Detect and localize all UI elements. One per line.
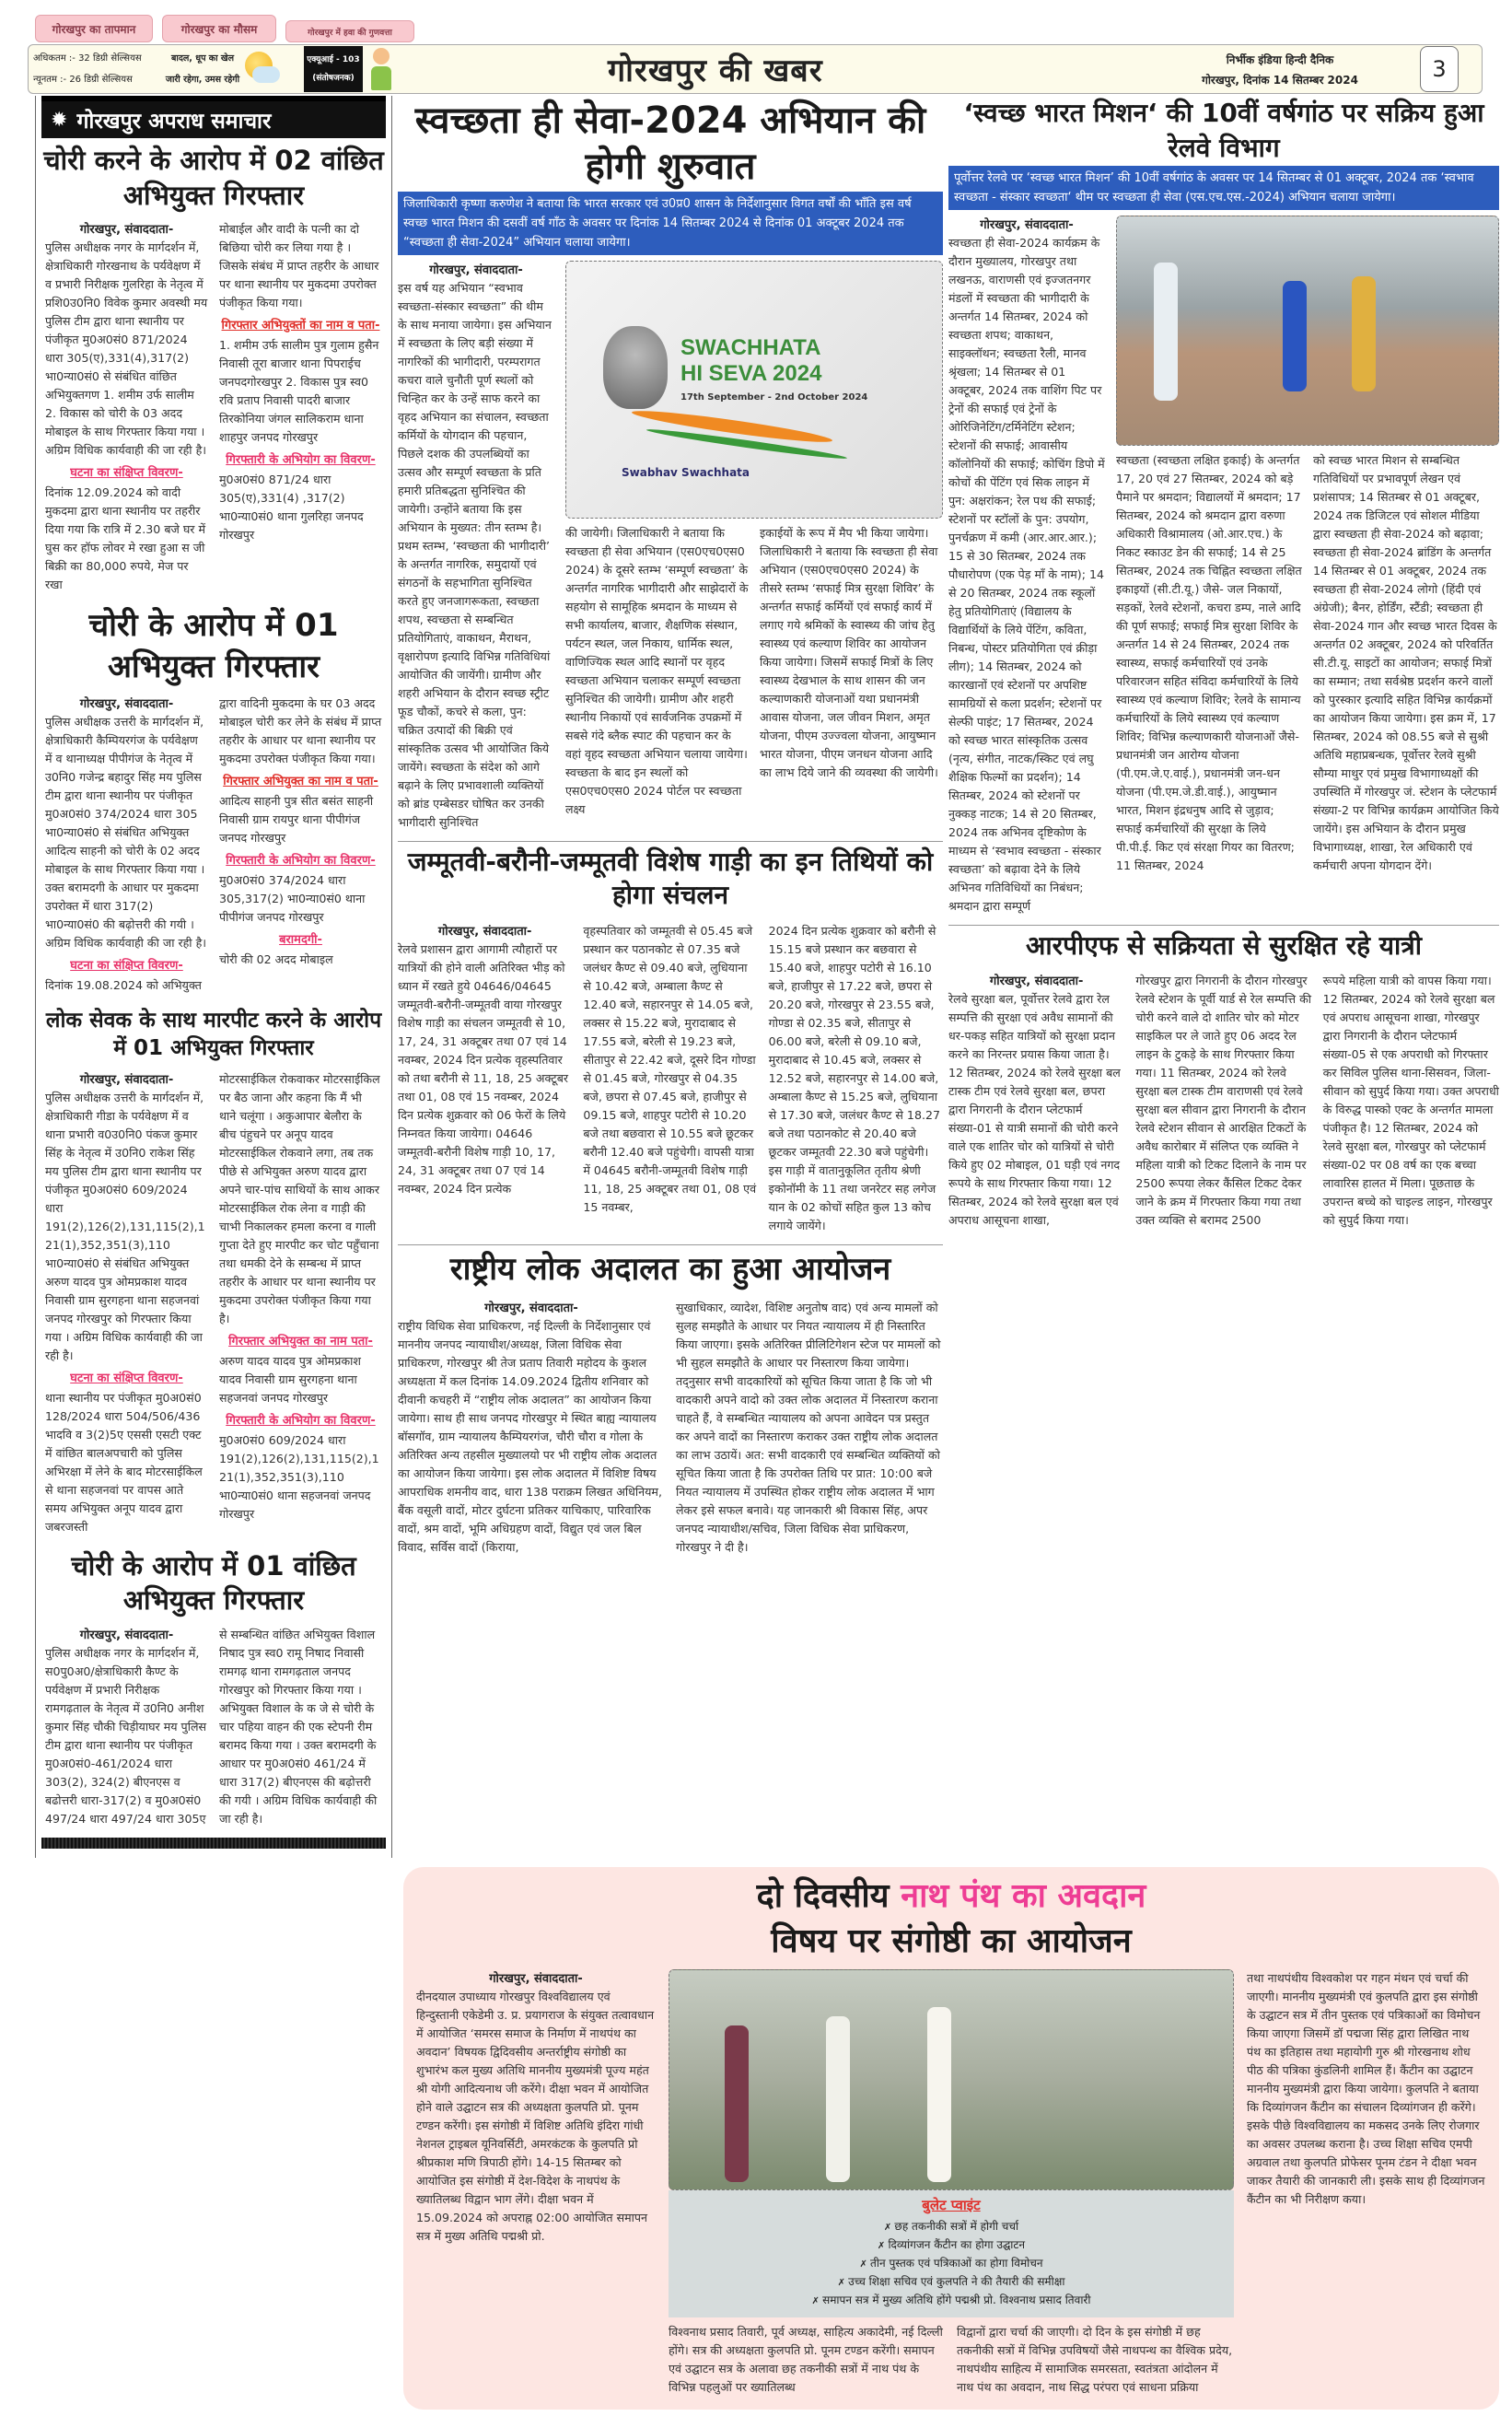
person-figure [826, 2016, 850, 2182]
subheading: गिरफ्तारी के अभियोग का विवरण- [226, 1413, 376, 1428]
temp-min: न्यूनतम :- 26 डिग्री सेल्सियस [33, 75, 133, 85]
headline: स्वच्छता ही सेवा-2024 अभियान की होगी शुरुवात [414, 99, 926, 188]
story-text: अरुण यादव यादव पुत्र ओमप्रकाश यादव निवासी ग्राम सुरगहना थाना सहजनवां जनपद गोरखपुर [219, 1353, 361, 1405]
story-text: रूपये महिला यात्री को वापस किया गया। 12 सितम्बर, 2024 को रेलवे सुरक्षा बल एवं अपराध आसूचना शाखा, गोरखपुर द्वारा निगरानी के दौरान प्लेटफार्म संख्या-05 से एक अपराधी को गिरफ्तार कर सिविल पुलिस थाना-सिसवन, जिला-सीवान को सुपुर्द किया गया। उक्त अपराधी के विरुद्ध पास्को एक्ट के अन्तर्गत मामला पंजीकृत है। 12 सितम्बर, 2024 को रेलवे सुरक्षा बल, गोरखपुर को प्लेटफार्म संख्या-02 पर 08 वर्ष का एक बच्चा लावारिस हालत में मिला। पूछताछ के उपरान्त बच्चे को चाइल्ड लाइन, गोरखपुर को सुपुर्द किया गया। [1322, 973, 1499, 1227]
paper-name: निर्भीक इंडिया हिन्दी दैनिक [1226, 53, 1334, 66]
story-text: पुलिस अधीक्षक उत्तरी के मार्गदर्शन में, क्षेत्राधिकारी गीडा के पर्यवेक्षण में व थाना प्रभारी व0उ0नि0 पंकज कुमार सिंह के नेतृत्व में उ0नि0 राकेश सिंह मय पुलिस टीम द्वारा थाना स्थानीय पर पंजीकृत मु0अ0सं0 609/2024 धारा 191(2),126(2),131,115(2),121(1),352,351(3),110 भा0न्या0सं0 से संबंधित अभियुक्त अरुण यादव पुत्र ओमप्रकाश यादव निवासी ग्राम सुरगहना थाना सहजनवां जनपद गोरखपुर को गिरफ्तार किया गया । अग्रिम विधिक कार्यवाही की जा रही है। [45, 1090, 205, 1362]
swachhata-hi-seva-logo-image [565, 261, 943, 519]
aqi-box [304, 46, 363, 92]
bullet-item: ✗ दिव्यांगजन कैंटीन का होगा उद्घाटन [678, 2236, 1225, 2255]
page-number: 3 [1420, 46, 1459, 92]
subheading: घटना का संक्षिप्त विवरण- [70, 958, 183, 973]
story-text: दिनांक 12.09.2024 को वादी मुकदमा द्वारा थाना स्थानीय पर तहरीर दिया गया कि रात्रि में 2.30 बजे घर में घुस कर हॉफ लोवर मे रखा हुआ स जी बिक्री का 80,000 रुपये, मेज पर रखा [45, 485, 205, 592]
story-text: पुलिस अधीक्षक नगर के मार्गदर्शन में, स0पु0अ0/क्षेत्राधिकारी कैण्ट के पर्यवेक्षण में प्रभारी निरीक्षक रामगढ़ताल के नेतृत्व में उ0नि0 अनीश कुमार सिंह चौकी चिड़ीयाघर मय पुलिस टीम द्वारा थाना स्थानीय पर पंजीकृत मु0अ0सं0-461/2024 धारा 303(2), 324(2) बीएनएस व बढोत्तरी धारा-317(2) व मु0अ0सं0 497/24 धारा 497/24 धारा 305ए [45, 1645, 207, 1826]
subheading: घटना का संक्षिप्त विवरण- [70, 466, 183, 481]
headline: ‘स्वच्छ भारत मिशन‘ की 10वीं वर्षगांठ पर सक्रिय हुआ रेलवे विभाग [963, 98, 1484, 163]
right-column [948, 96, 1499, 1230]
story-text: द्वारा वादिनी मुकदमा के घर 03 अदद मोबाइल चोरी कर लेने के संबंध में प्राप्त तहरीर के आधार पर थाना स्थानीय पर मुकदमा उपरोक्त पंजीकृत किया गया। [219, 695, 382, 765]
story-text: मु0अ0सं0 871/24 धारा 305(ए),331(4) ,317(2) भा0न्या0सं0 थाना गुलरिहा जनपद गोरखपुर [219, 473, 364, 543]
worker-figure [1352, 276, 1376, 391]
section-title-bar [41, 101, 386, 138]
story-text: रेलवे सुरक्षा बल, पूर्वोत्तर रेलवे द्वारा रेल सम्पत्ति की सुरक्षा एवं अवैध सामानों की धर-पकड़ सहित यात्रियों को सुरक्षा प्रदान करने का निरन्तर प्रयास किया जाता है। 12 सितम्बर, 2024 को रेलवे सुरक्षा बल टास्क टीम एवं रेलवे सुरक्षा बल, छपरा द्वारा निगरानी के दौरान प्लेटफार्म संख्या-01 से यात्री समानों की चोरी करने वाले एक शातिर चोर को यात्रियों से चोरी किये हुए 02 मोबाइल, 01 घड़ी एवं नगद रूपये के साथ गिरफ्तार किया गया। 12 सितम्बर, 2024 को रेलवे सुरक्षा बल एवं अपराध आसूचना शाखा, [948, 991, 1121, 1227]
story-theft-one-arrested [36, 605, 391, 994]
story-text: मु0अ0सं0 609/2024 धारा 191(2),126(2),131,115(2),121(1),352,351(3),110 भा0न्या0सं0 थाना सहजनवां जनपद गोरखपुर [219, 1432, 379, 1521]
worker-figure [1283, 281, 1307, 391]
story-text: स्वच्छता (स्वच्छता लक्षित इकाई) के अन्तर्गत 17, 20 एवं 27 सितम्बर, 2024 को बड़े पैमाने पर श्रमदान; विद्यालयों में श्रमदान; 17 सितम्बर, 2024 को श्रमदान द्वारा वरुणा अधिकारी विश्रामालय (ओ.आर.एच.) के निकट स्काउट डेन की सफाई; 14 से 25 सितम्बर, 2024 तक चिह्नित स्वच्छता लक्षित इकाइयों (सी.टी.यू.) जैसे- जल निकायों, सड़कों, रेलवे स्टेशनों, कचरा डम्प, नाले आदि की पूर्ण सफाई; सफाई मित्र सुरक्षा शिविर के अन्तर्गत 14 से 24 सितम्बर, 2024 तक स्वास्थ्य, सफाई कर्मचारियों एवं उनके परिवारजन सहित संविदा कर्मचारियों के लिये स्वास्थ्य एवं कल्याण शिविर; रेलवे के सामान्य कर्मचारियों के लिये स्वास्थ्य एवं कल्याण शिविर; विभिन्न कल्याणकारी योजनाओं जैसे- प्रधानमंत्री जन आरोग्य योजना (पी.एम.जे.ए.वाई.), प्रधानमंत्री जन-धन योजना (पी.एम.जे.डी.वाई.), आयुष्मान भारत, मिशन इंद्रधनुष आदि से जुड़ाव; सफाई कर्मचारियों की सुरक्षा के लिये पी.पी.ई. किट एवं संरक्षा गियर का वितरण; 11 सितम्बर, 2024 [1116, 452, 1302, 872]
subheading: गिरफ्तार अभियुक्त का नाम व पता- [223, 774, 378, 788]
aqi-status: (संतोषजनक) [312, 74, 355, 83]
story-text: स्वच्छता ही सेवा-2024 कार्यक्रम के दौरान मुख्यालय, गोरखपुर तथा लखनऊ, वाराणसी एवं इज्जतनगर मंडलों में स्वच्छता की भागीदारी के अन्तर्गत 14 सितम्बर, 2024 को स्वच्छता शपथ; वाकाथन, साइक्लॉथन; स्वच्छता रैली, मानव श्रृंखला; 14 सितम्बर से 01 अक्टूबर, 2024 तक वाशिंग पिट पर ट्रेनों की सफाई एवं ट्रेनों के ओरिजिनेटिंग/टर्मिनेटिंग स्टेशन; स्टेशनों की सफाई; आवासीय कॉलोनियों की सफाई; कोचिंग डिपो में कोचों की पेंटिंग एवं सिक लाइन में पुन: अक्षरांकन; रेल पथ की सफाई; स्टेशनों पर स्टॉलों के पुन: उपयोग, पुनर्चक्रण में कमी (आर.आर.आर.); 15 से 30 सितम्बर, 2024 तक पौधारोपण (एक पेड़ माँ के नाम); 14 से 20 सितम्बर, 2024 तक स्कूलों हेतु प्रतियोगिताएं (विद्यालय के विद्यार्थियों के लिये पेंटिंग, कविता, निबन्ध, पोस्टर प्रतियोगिता एवं क्रीड़ा लीग); 14 सितम्बर, 2024 को कारखानों एवं स्टेशनों पर अपशिष्ट सामग्रियों से कला प्रदर्शन; स्टेशनों पर सेल्फी पाइंट; 17 सितम्बर, 2024 को स्वच्छ भारत सांस्कृतिक उत्सव (नृत्य, संगीत, नाटक/स्किट एवं लघु शैक्षिक फिल्मों का प्रदर्शन); 14 सितम्बर, 2024 को स्टेशनों पर नुक्कड़ नाटक; 14 से 20 सितम्बर, 2024 तक अभिनव दृष्टिकोण के माध्यम से ‘स्वभाव स्वच्छता - संस्कार स्वच्छता’ को बढ़ावा देने के लिये अभिनव गतिविधियों का निबंधन; श्रमदान द्वारा सम्पूर्ण [948, 235, 1105, 913]
story-text: मोटरसाईकिल रोकवाकर मोटरसाईकिल पर बैठ जाना और कहना कि मैं भी थाने चलूंगा । अकुआपार बेलौरा के बीच पंहुचने पर अनूप यादव मोटरसाईकिल रोकवाने लगा, तब तक पीछे से अभियुक्त अरुण यादव द्वारा अपने चार-पांच साथियों के साथ आकर मोटरसाईकिल रोक लेना व गाड़ी की चाभी निकालकर हमला करना व गाली गुप्ता देते हुए मारपीट कर चोट पहुँचाना तथा धमकी देने के सम्बन्ध में प्राप्त तहरीर के आधार पर थाना स्थानीय पर मुकदमा उपरोक्त पंजीकृत किया गया है। [219, 1071, 380, 1325]
logo-title-line2: HI SEVA 2024 [680, 361, 822, 386]
story-dateline: गोरखपुर, संवाददाता- [989, 974, 1084, 988]
gandhi-portrait-icon [603, 326, 668, 409]
story-text: 1. शमीम उर्फ सालीम पुत्र गुलाम हुसैन निवासी तूरा बाजार थाना पिपराईच जनपदगोरखपुर 2. विकास पुत्र स्व0 रवि प्रताप निवासी पादरी बाजार तिरकोनिया जंगल सालिकराम धाना शाहपुर जनपद गोरखपुर [219, 338, 379, 445]
headline: जम्मूतवी-बरौनी-जम्मूतवी विशेष गाड़ी का इन तिथियों को होगा संचलन [407, 846, 934, 911]
story-text: इकाईयों के रूप में मैप भी किया जायेगा। जिलाधिकारी ने बताया कि स्वच्छता ही सेवा अभियान (एस0एच0एस0 2024) के तीसरे स्तम्भ ‘सफाई मित्र सुरक्षा शिविर’ के अन्तर्गत सफाई कर्मियों एवं सफाई कार्य में लगाए गये श्रमिकों के स्वास्थ्य की जांच हेतु स्वास्थ्य एवं कल्याण शिविर का आयोजन किया जायेगा। जिसमें सफाई मित्रों के लिए स्वास्थ्य देखभाल के साथ शासन की जन कल्याणकारी योजनाओं यथा प्रधानमंत्री आवास योजना, जल जीवन मिशन, अमृत योजना, पीएम उज्ज्वला योजना, आयुष्मान भारत योजना, पीएम जनधन योजना आदि का लाभ दिये जाने की व्यवस्था की जायेगी। [760, 526, 938, 779]
person-figure [927, 2007, 951, 2182]
child-cough-icon [370, 48, 392, 92]
seminar-wrapper [0, 1867, 1512, 2428]
bullet-item: ✗ छह तकनीकी सत्रों में होगी चर्चा [678, 2218, 1225, 2236]
headline: राष्ट्रीय लोक अदालत का हुआ आयोजन [449, 1250, 891, 1288]
bullet-item: ✗ समापन सत्र में मुख्य अतिथि होंगे पद्मश्री प्रो. विश्वनाथ प्रसाद तिवारी [678, 2292, 1225, 2310]
story-text: गोरखपुर द्वारा निगरानी के दौरान गोरखपुर रेलवे स्टेशन के पूर्वी यार्ड से रेल सम्पत्ति की चोरी करने वाले दो शातिर चोर को मोटर साइकिल पर ले जाते हुए 06 अदद रेल लाइन के टुकड़े के साथ गिरफ्तार किया गया। 11 सितम्बर, 2024 को रेलवे सुरक्षा बल टास्क टीम वाराणसी एवं रेलवे सुरक्षा बल सीवान द्वारा निगरानी के दौरान रेलवे स्टेशन सीवान से आरक्षित टिकटों के अवैध कारोबार में संलिप्त एक व्यक्ति ने महिला यात्री को टिकट दिलाने के नाम पर 2500 रूपया लेकर कैंसिल टिकट देकर जाने के क्रम में गिरफ्तार किया गया तथा उक्त व्यक्ति से बरामद 2500 [1135, 973, 1312, 1227]
story-dateline: गोरखपुर, संवाददाता- [79, 1072, 174, 1087]
story-text: विश्वनाथ प्रसाद तिवारी, पूर्व अध्यक्ष, साहित्य अकादेमी, नई दिल्ली होंगे। सत्र की अध्यक्षता कुलपति प्रो. पूनम टण्डन करेंगी। समापन एवं उद्घाटन सत्र के अलावा छह तकनीकी सत्रों में नाथ पंथ के विभिन्न पहलुओं पर ख्यातिलब्ध [669, 2325, 943, 2395]
section-title: गोरखपुर अपराध समाचार [76, 110, 272, 134]
story-special-train [398, 842, 943, 1235]
story-text: को स्वच्छ भारत मिशन से सम्बन्धित गतिविधियों पर प्रभावपूर्ण लेखन एवं प्रशंसापत्र; 14 सितम्बर से 01 अक्टूबर, 2024 तक डिजिटल एवं सोशल मीडिया द्वारा स्वच्छता ही सेवा-2024 को बढ़ावा; स्वच्छता ही सेवा-2024 ब्रांडिंग के अन्तर्गत 14 सितम्बर से 01 अक्टूबर, 2024 तक स्वच्छता ही सेवा-2024 लोगो (हिंदी एवं अंग्रेजी); बैनर, होर्डिंग, स्टैंडी; स्वच्छता ही सेवा-2024 गान और स्वच्छ भारत दिवस के अन्तर्गत 02 अक्टूबर, 2024 को परिवर्तित सी.टी.यू. साइटों का आयोजन; सफाई मित्रों का सम्मान; तथा सर्वश्रेष्ठ प्रदर्शन करने वालों को पुरस्कार इत्यादि सहित विभिन्न कार्यक्रमों का आयोजन किया जायेगा। इस क्रम में, 17 सितम्बर, 2024 को 08.55 बजे से सुश्री अतिथि महाप्रबन्धक, पूर्वोत्तर रेलवे सुश्री सौम्या माथुर एवं प्रमुख विभागाध्यक्षों की उपस्थिति में गोरखपुर जं. स्टेशन के प्लेटफार्म संख्या-2 पर विभिन्न कार्यक्रम आयोजित किये जायेंगे। इस अभियान के दौरान प्रमुख विभागाध्यक्ष, शाखा, रेल अधिकारी एवं कर्मचारी अपना योगदान देंगे। [1313, 452, 1499, 872]
subheading: बरामदगी- [279, 932, 322, 947]
story-dateline: गोरखपुर, संवाददाता- [429, 263, 523, 277]
masthead-title: गोरखपुर की खबर [608, 53, 823, 89]
story-text: आदित्य साहनी पुत्र सीत बसंत साहनी निवासी ग्राम रायपुर थाना पीपीगंज जनपद गोरखपुर [219, 793, 374, 845]
subheading: गिरफ्तारी के अभियोग का विवरण- [226, 853, 376, 868]
story-dateline: गोरखपुर, संवाददाता- [79, 1628, 174, 1642]
temperature-tab: गोरखपुर का तापमान [35, 15, 153, 42]
bullet-points-title: बुलेट प्वाइंट [922, 2197, 981, 2214]
story-text: से सम्बन्धित वांछित अभियुक्त विशाल निषाद पुत्र स्व0 रामू निषाद निवासी रामगढ़ थाना रामगढ़ताल जनपद गोरखपुर को गिरफ्तार किया गया । अभियुक्त विशाल के क जे से चोरी के चार पहिया वाहन की एक स्टेपनी रीम बरामद किया गया । उक्त बरामदगी के आधार पर मु0अ0सं0 461/24 में धारा 317(2) बीएनएस की बढ़ोत्तरी की गयी । अग्रिम विधिक कार्यवाही की जा रही है। [219, 1627, 378, 1826]
story-dateline: गोरखपुर, संवाददाता- [437, 924, 532, 939]
logo-tagline: Swabhav Swachhata [622, 466, 750, 479]
headline: चोरी के आरोप में 01 अभियुक्त गिरफ्तार [88, 607, 339, 685]
weather-text: बादल, धूप का खेल जारी रहेगा, उमस रहेगी [165, 53, 240, 85]
story-text: मोबाईल और वादी के पत्नी का दो बिछिया चोरी कर लिया गया है । जिसके संबंध में प्राप्त तहरीर के आधार पर थाना स्थानीय पर मुकदमा उपरोक्त पंजीकृत किया गया। [219, 222, 379, 310]
column-bottom-band [41, 1838, 386, 1849]
story-text: वृहस्पतिवार को जम्मूतवी से 05.45 बजे प्रस्थान कर पठानकोट से 07.35 बजे जलंधर कैण्ट से 09.40 बजे, लुधियाना से 10.42 बजे, अम्बाला कैण्ट से 12.40 बजे, सहारनपुर से 14.05 बजे, लक्सर से 15.22 बजे, मुरादाबाद से 17.55 बजे, बरेली से 19.23 बजे, सीतापुर से 22.42 बजे, दूसरे दिन गोण्डा से 01.45 बजे, गोरखपुर से 04.35 बजे, छपरा से 07.45 बजे, हाजीपुर से 09.15 बजे, शाहपुर पटोरी से 10.20 बजे तथा बछवारा से 10.55 बजे छूटकर बरौनी 12.40 बजे पहुंचेगी। वापसी यात्रा में 04645 बरौनी-जम्मूतवी विशेष गाड़ी 11, 18, 25 अक्टूबर तथा 01, 08 एवं 15 नवम्बर, [583, 923, 757, 1214]
logo-dates: 17th September - 2nd October 2024 [680, 392, 868, 403]
lead-paragraph: पूर्वोत्तर रेलवे पर ‘स्वच्छ भारत मिशन’ की 10वीं वर्षगांठ के अवसर पर 14 सितम्बर से 01 अक्टूबर, 2024 तक ‘स्वभाव स्वच्छता - संस्कार स्वच्छता‘ थीम पर स्वच्छता ही सेवा (एस.एच.एस.-2024) अभियान चलाया जायेगा। [948, 166, 1499, 210]
story-dateline: गोरखपुर, संवाददाता- [980, 217, 1074, 232]
page-body [0, 96, 1512, 1858]
subheading: गिरफ्तारी के अभियोग का विवरण- [226, 453, 376, 468]
story-text: राष्ट्रीय विधिक सेवा प्राधिकरण, नई दिल्ली के निर्देशानुसार एवं माननीय जनपद न्यायाधीश/अध्यक्ष, जिला विधिक सेवा प्राधिकरण, गोरखपुर श्री तेज प्रताप तिवारी महोदय के कुशल अध्यक्षता में कल दिनांक 14.09.2024 द्वितीय शनिवार को दीवानी कचहरी में “राष्ट्रीय लोक अदालत” का आयोजन किया जायेगा। साथ ही साथ जनपद गोरखपुर मे स्थित बाह्य न्यायालय बॉसगॉव, ग्राम न्यायालय कैम्पियरगंज, चौरी चौरा व गोला के अतिरिक्त अन्य तहसील मुख्यालयो पर भी राष्ट्रीय लोक अदालत का आयोजन किया जायेगा। इस लोक अदालत में विशिष्ट विषय आपराधिक शमनीय वाद, धारा 138 पराक्रम लिखत अधिनियम, बैंक वसूली वादों, मोटर दुर्घटना प्रतिकर याचिकाए, पारिवारिक वादों, श्रम वादों, भूमि अधिग्रहण वादों, विद्युत एवं जल बिल विवाद, सर्विस वादों (किराया, [398, 1318, 662, 1554]
story-text: पुलिस अधीक्षक उत्तरी के मार्गदर्शन में, क्षेत्राधिकारी कैम्पियरगंज के पर्यवेक्षण में व थानाध्यक्ष पीपीगंज के नेतृत्व में उ0नि0 गजेन्द्र बहादुर सिंह मय पुलिस टीम द्वारा थाना स्थानीय पर पंजीकृत मु0अ0सं0 374/2024 धारा 305 भा0न्या0सं0 से संबंधित अभियुक्त आदित्य साहनी को चोरी के 02 अदद मोबाइल के साथ गिरफ्तार किया गया । उक्त बरामदगी के आधार पर मुकदमा उपरोक्त में धारा 317(2) भा0न्या0सं0 की बढ़ोत्तरी की गयी । अग्रिम विधिक कार्यवाही की जा रही है। [45, 714, 207, 950]
story-text: मु0अ0सं0 374/2024 धारा 305,317(2) भा0न्या0सं0 थाना पीपीगंज जनपद गोरखपुर [219, 872, 366, 924]
story-text: विद्वानों द्वारा चर्चा की जाएगी। दो दिन के इस संगोष्ठी में छह तकनीकी सत्रों में विभिन्न उपविषयों जैसे नाथपन्थ का वैश्विक प्रदेय, नाथपंथीय साहित्य में सामाजिक समरसता, स्वतंत्रता आंदोलन में नाथ पंथ का अवदान, नाथ सिद्ध परंपरा एवं साधना प्रक्रिया [957, 2325, 1233, 2395]
temperature-box [33, 48, 158, 90]
temp-max: अधिकतम :- 32 डिग्री सेल्सियस [33, 53, 142, 64]
publication-info [1151, 50, 1409, 90]
headline [403, 1867, 1499, 1964]
crime-news-column [35, 96, 392, 1858]
bullet-points-box [669, 2190, 1234, 2317]
subheading: गिरफ्तार अभियुक्तों का नाम व पता- [221, 319, 380, 333]
story-text: पुलिस अधीक्षक नगर के मार्गदर्शन में, क्षेत्राधिकारी गोरखनाथ के पर्यवेक्षण में व प्रभारी निरीक्षक गुलरिहा के नेतृत्व में प्रशि0उ0नि0 विवेक कुमार अवस्थी मय पुलिस टीम द्वारा थाना स्थानीय पर पंजीकृत मु0अ0सं0 871/2024 धारा 305(ए),331(4),317(2) भा0न्या0सं0 से संबंधित वांछित अभियुक्तगण 1. शमीम उर्फ सालीम 2. विकास को चोरी के 03 अदद मोबाइल के साथ गिरफ्तार किया गया । अग्रिम विधिक कार्यवाही की जा रही है। [45, 240, 208, 458]
header [0, 0, 1512, 96]
story-swachhata-hi-seva [398, 96, 943, 832]
burst-icon: ✹ [51, 108, 68, 132]
lead-paragraph: जिलाधिकारी कृष्णा करुणेश ने बताया कि भारत सरकार एवं उ0प्र0 शासन के निर्देशानुसार विगत वर्षों की भाँति इस वर्ष स्वच्छ भारत मिशन की दसवीं वर्ष गाँठ के अवसर पर दिनांक 14 सितम्बर 2024 से दिनांक 01 अक्टूबर 2024 तक “स्वच्छता ही सेवा-2024” अभियान चलाया जायेगा। [398, 192, 943, 255]
weather-tab: गोरखपुर का मौसम [162, 15, 276, 42]
story-text: दिनांक 19.08.2024 को अभियुक्त [45, 977, 202, 992]
subheading: गिरफ्तार अभियुक्त का नाम पता- [228, 1334, 373, 1348]
story-dateline: गोरखपुर, संवाददाता- [489, 1972, 583, 1987]
story-text: थाना स्थानीय पर पंजीकृत मु0अ0सं0 128/2024 धारा 504/506/436 भादवि व 3(2)5ए एससी एसटी एक्ट में वांछित बालअपचारी को पुलिस अभिरक्षा में लेने के बाद मोटरसाईकिल से थाना सहजनवां पर वापस आते समय अभियुक्त अनूप यादव द्वारा जबरजस्ती [45, 1390, 203, 1534]
story-railway-swachh-bharat [948, 96, 1499, 916]
headline: चोरी के आरोप में 01 वांछित अभियुक्त गिरफ्तार [71, 1549, 356, 1617]
story-text: 2024 दिन प्रत्येक शुक्रवार को बरौनी से 15.15 बजे प्रस्थान कर बछवारा से 15.40 बजे, शाहपुर पटोरी से 16.10 बजे, हाजीपुर से 17.22 बजे, छपरा से 20.20 बजे, गोरखपुर से 23.55 बजे, गोण्डा से 02.35 बजे, सीतापुर से 06.00 बजे, बरेली से 09.10 बजे, मुरादाबाद से 10.45 बजे, लक्सर से 12.52 बजे, सहारनपुर से 14.00 बजे, अम्बाला कैण्ट से 15.25 बजे, लुधियाना से 17.30 बजे, जलंधर कैण्ट से 18.27 बजे तथा पठानकोट से 20.40 बजे छूटकर जम्मूतवी 22.30 बजे पहुंचेगी। इस गाड़ी में वातानुकूलित तृतीय श्रेणी इकोनॉमी के 11 तथा जनरेटर सह लगेज यान के 02 कोचों सहित कुल 13 कोच लगाये जायेंगे। [768, 923, 940, 1232]
headline: आरपीएफ से सक्रियता से सुरक्षित रहे यात्री [1026, 929, 1422, 961]
aqi-tab: गोरखपुर में हवा की गुणवत्ता [285, 20, 414, 42]
story-text: इस वर्ष यह अभियान “स्वभाव स्वच्छता-संस्कार स्वच्छता” की थीम के साथ मनाया जायेगा। इस अभियान में स्वच्छता के लिए बड़ी संख्या में नागरिकों की भागीदारी, परम्परागत कचरा वाले चुनौती पूर्ण स्थलों को चिन्हित कर के उन्हें साफ करने का वृहद अभियान का संचालन, स्वच्छता कर्मियों के योगदान की पहचान, पिछले दशक की उपलब्धियों का उत्सव और सम्पूर्ण स्वच्छता के प्रति हमारी प्रतिबद्धता सुनिश्चित की जायेगी। उन्होंने बताया कि इस अभियान के मुख्यत: तीन स्तम्भ है। प्रथम स्तम्भ, ‘स्वच्छता की भागीदारी’ के अन्तर्गत नागरिक, समुदायों एवं संगठनों के सहभागिता सुनिश्चित करते हुए जनजागरूकता, स्वच्छता शपथ, स्वच्छता से सम्बन्धित प्रतियोगिताएं, वाकाथन, मैराथन, वृक्षारोपण इत्यादि विभिन्न गतिविधियां आयोजित की जायेंगी। ग्रामीण और शहरी अभियान के दौरान स्वच्छ स्ट्रीट फूड चौकों, कचरे से कला, पुन: चक्रित उत्पादों की बिक्री एवं सांस्कृतिक उत्सव भी आयोजित किये जायेंगे। स्वच्छता के संदेश को आगे बढ़ाने के लिए प्रभावशाली व्यक्तियों को ब्रांड एम्बेसडर घोषित कर उनकी भागीदारी सुनिश्चित [398, 281, 552, 829]
story-text: चोरी की 02 अदद मोबाइल [219, 951, 333, 966]
story-lok-adalat [398, 1245, 943, 1557]
bullet-list [678, 2218, 1225, 2310]
seminar-officials-photo [669, 1969, 1234, 2190]
bullet-item: ✗ उच्च शिक्षा सचिव एवं कुलपति ने की तैयारी की समीक्षा [678, 2273, 1225, 2292]
story-rpf-passengers [948, 926, 1499, 1230]
aqi-value: एक्यूआई - 103 [307, 55, 360, 64]
bullet-item: ✗ तीन पुस्तक एवं पत्रिकाओं का होगा विमोचन [678, 2255, 1225, 2273]
story-dateline: गोरखपुर, संवाददाता- [484, 1301, 578, 1315]
logo-title [680, 335, 821, 387]
headline: चोरी करने के आरोप में 02 वांछित अभियुक्त गिरफ्तार [43, 145, 384, 211]
story-theft-two-arrested [36, 138, 391, 594]
dateline: गोरखपुर, दिनांक 14 सितम्बर 2024 [1202, 74, 1358, 87]
worker-figure [1154, 263, 1178, 401]
story-dateline: गोरखपुर, संवाददाता- [79, 223, 174, 238]
subheading: घटना का संक्षिप्त विवरण- [70, 1371, 183, 1385]
story-text: रेलवे प्रशासन द्वारा आगामी त्यौहारों पर यात्रियों की होने वाली अतिरिक्त भीड़ को ध्यान में रखते हुये 04646/04645 जम्मूतवी-बरौनी-जम्मूतवी वाया गोरखपुर विशेष गाड़ी का संचलन जम्मूतवी से 10, 17, 24, 31 अक्टूबर तथा 07 एवं 14 नवम्बर, 2024 दिन प्रत्येक वृहस्पतिवार को तथा बरौनी से 11, 18, 25 अक्टूबर तथा 01, 08 एवं 15 नवम्बर, 2024 दिन प्रत्येक शुक्रवार को 06 फेरों के लिये निम्नवत किया जायेगा। 04646 जम्मूतवी-बरौनी विशेष गाड़ी 10, 17, 24, 31 अक्टूबर तथा 07 एवं 14 नवम्बर, 2024 दिन प्रत्येक [398, 941, 569, 1196]
story-text: दीनदयाल उपाध्याय गोरखपुर विश्वविद्यालय एवं हिन्दुस्तानी एकेडेमी उ. प्र. प्रयागराज के संयुक्त तत्वावधान में आयोजित ‘समरस समाज के निर्माण में नाथपंथ का अवदान’ विषयक द्विदिवसीय अन्तर्राष्ट्रीय संगोष्ठी का शुभारंभ कल मुख्य अतिथि माननीय मुख्यमंत्री पूज्य महंत श्री योगी आदित्यनाथ जी करेंगे। दीक्षा भवन में आयोजित होने वाले उद्घाटन सत्र की अध्यक्षता कुलपति प्रो. पूनम टण्डन करेंगी। इस संगोष्ठी में विशिष्ट अतिथि इंदिरा गांधी नेशनल ट्राइबल यूनिवर्सिटी, अमरकंटक के कुलपति प्रो श्रीप्रकाश मणि त्रिपाठी होंगे। 14-15 सितम्बर को आयोजित इस संगोष्ठी में देश-विदेश के नाथपंथ के ख्यातिलब्ध विद्वान भाग लेंगे। दीक्षा भवन में 15.09.2024 को अपराह्न 02:00 आयोजित समापन सत्र में मुख्य अतिथि पद्मश्री प्रो. [416, 1990, 655, 2244]
story-text: तथा नाथपंथीय विश्वकोश पर गहन मंथन एवं चर्चा की जाएगी। माननीय मुख्यमंत्री एवं कुलपति द्वारा इस संगोष्ठी के उद्घाटन सत्र में तीन पुस्तक एवं पत्रिकाओं का विमोचन किया जाएगा जिसमें डॉ पद्मजा सिंह द्वारा लिखित नाथ पंथ का इतिहास तथा महायोगी गुरु श्री गोरखनाथ शोध पीठ की पत्रिका कुंडलिनी शामिल हैं। कैंटीन का उद्घाटन माननीय मुख्यमंत्री द्वारा किया जायेगा। कुलपति ने बताया कि दिव्यांगजन कैंटीन का संचालन दिव्यांगजन ही करेंगे। इसके पीछे विश्वविद्यालय का मकसद उनके लिए रोजगार का अवसर उपलब्ध कराना है। उच्च शिक्षा सचिव एमपी अग्रवाल तथा कुलपति प्रोफेसर पूनम टंडन ने दीक्षा भवन जाकर तैयारी की जानकारी ली। इसके साथ ही दिव्यांगजन कैंटीन का भी निरीक्षण कया। [1247, 1971, 1485, 2207]
person-figure [725, 2025, 749, 2182]
headline-part: विषय पर संगोष्ठी का आयोजन [771, 1921, 1132, 1960]
headline-highlight: नाथ पंथ का अवदान [901, 1876, 1146, 1915]
seminar-feature-panel [403, 1867, 1499, 2410]
story-text: की जायेगी। जिलाधिकारी ने बताया कि स्वच्छता ही सेवा अभियान (एस0एच0एस0 2024) के दूसरे स्तम्भ ‘सम्पूर्ण स्वच्छता’ के अन्तर्गत नागरिक भागीदारी और साझेदारों के सहयोग से सामूहिक श्रमदान के माध्यम से सभी कार्यालय, बाजार, शैक्षणिक संस्थान, पर्यटन स्थल, जल निकाय, धार्मिक स्थल, वाणिज्यिक स्थल आदि स्थानों पर वृहद स्वच्छता अभियान चलाकर सम्पूर्ण स्वच्छता सुनिश्चित की जायेगी। ग्रामीण और शहरी स्थानीय निकायों एवं सार्वजनिक उपक्रमों में सबसे गंदे ब्लैक स्पाट की पहचान कर के वहां वृहद स्वच्छता अभियान चलाया जायेगा। स्वच्छता के बाद इन स्थलों को एस0एच0एस0 2024 पोर्टल पर स्वच्छता लक्ष्य [565, 526, 749, 816]
logo-title-line1: SWACHHATA [680, 335, 821, 360]
story-dateline: गोरखपुर, संवाददाता- [79, 696, 174, 711]
story-wanted-accused-arrested [36, 1549, 391, 1828]
railway-cleaning-photo [1116, 216, 1499, 446]
headline: लोक सेवक के साथ मारपीट करने के आरोप में 01 अभियुक्त गिरफ्तार [45, 1008, 382, 1060]
middle-column [398, 96, 943, 1557]
story-text: सुखाधिकार, व्यादेश, विशिष्ट अनुतोष वाद) एवं अन्य मामलों को सुलह समझौते के आधार पर नियत न्यायालय में ही निस्तारित किया जाएगा। इसके अतिरिक्त प्रीलिटिगेशन स्टेज पर मामलों को भी सुहल समझौते के आधार पर निस्तारण किया जायेगा। तद्नुसार सभी वादकारियों को सूचित किया जाता है कि जो भी वादकारी अपने वादो को उक्त लोक अदालत में निस्तारण कराना चाहते हैं, वे सम्बन्धित न्यायालय को अपना आवेदन पत्र प्रस्तुत कर अपने वादों का निस्तारण कराकर उक्त राष्ट्रीय लोक अदालत का लाभ उठायें। अत: सभी वादकारी एवं सम्बन्धित व्यक्तियों को सूचित किया जाता है कि उपरोक्त तिथि पर प्रात: 10:00 बजे नियत न्यायालय में उपस्थित होकर राष्ट्रीय लोक अदालत में भाग लेकर इसे सफल बनावे। यह जानकारी श्री विकास सिंह, अपर जनपद न्यायाधीश/सचिव, जिला विधिक सेवा प्राधिकरण, गोरखपुर ने दी है। [676, 1300, 941, 1554]
story-public-servant-assault [36, 1008, 391, 1536]
headline-part: दो दिवसीय [756, 1876, 890, 1915]
cloud-icon [252, 66, 280, 83]
